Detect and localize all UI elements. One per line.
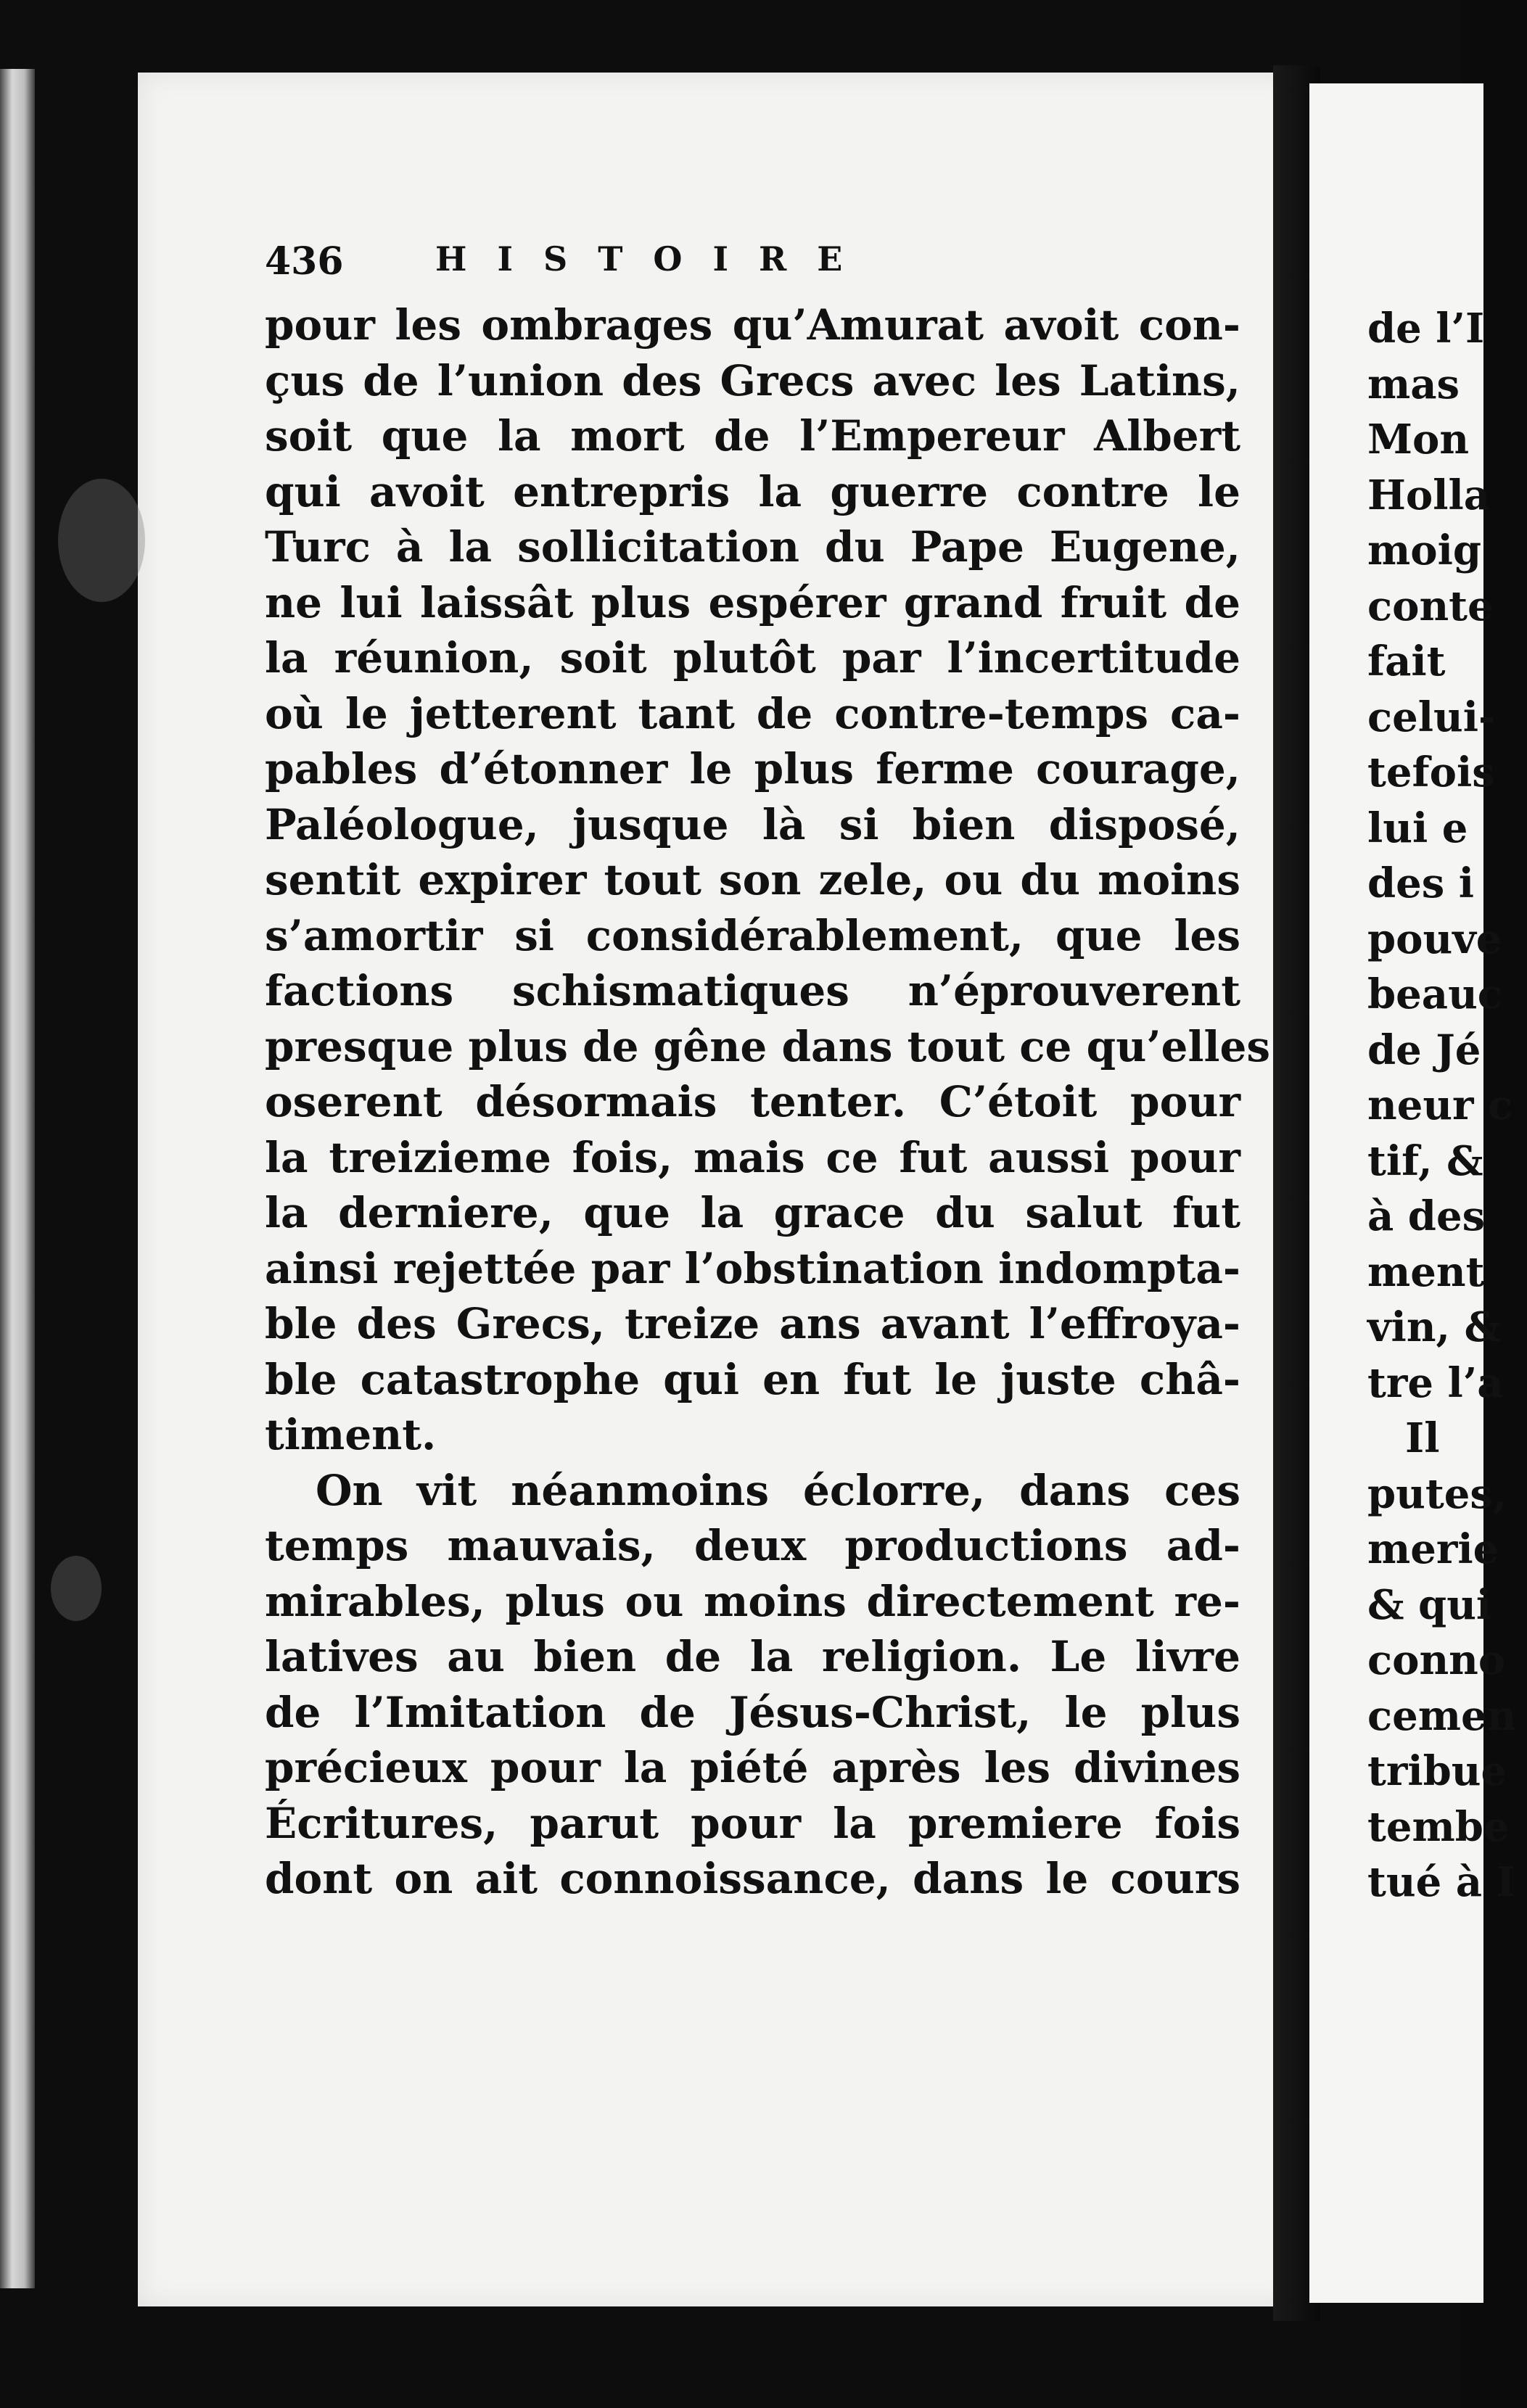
text-line: Écritures, parut pour la premiere fois bbox=[265, 1798, 1240, 1848]
text-line: de l’Imitation de Jésus-Christ, le plus bbox=[265, 1687, 1240, 1737]
text-line: s’amortir si considérablement, que les bbox=[265, 910, 1240, 960]
facing-line: putes, bbox=[1367, 1469, 1507, 1518]
facing-line: Holla bbox=[1367, 471, 1491, 519]
facing-line: tembe bbox=[1367, 1802, 1510, 1851]
facing-page-text bbox=[1367, 301, 1527, 1910]
facing-line: conno bbox=[1367, 1636, 1506, 1684]
text-line: la derniere, que la grace du salut fut bbox=[265, 1188, 1240, 1237]
stain-mark bbox=[51, 1556, 102, 1621]
text-line: ble catastrophe qui en fut le juste châ- bbox=[265, 1354, 1240, 1404]
text-line: Turc à la sollicitation du Pape Eugene, bbox=[265, 522, 1240, 572]
facing-line: à des bbox=[1367, 1192, 1486, 1240]
facing-line: tué à I bbox=[1367, 1858, 1515, 1906]
text-line: oserent désormais tenter. C’étoit pour bbox=[265, 1077, 1240, 1126]
right-page-edge bbox=[1309, 83, 1517, 2303]
text-line: Paléologue, jusque là si bien disposé, bbox=[265, 799, 1240, 849]
running-head bbox=[265, 239, 1240, 297]
running-title: HISTOIRE bbox=[435, 239, 873, 279]
text-line: On vit néanmoins éclorre, dans ces bbox=[316, 1465, 1240, 1515]
text-line: ne lui laissât plus espérer grand fruit de bbox=[265, 577, 1240, 627]
text-line: timent. bbox=[265, 1410, 437, 1459]
stain-mark bbox=[58, 479, 145, 602]
facing-line: merie bbox=[1367, 1525, 1499, 1573]
text-line: qui avoit entrepris la guerre contre le bbox=[265, 466, 1240, 516]
text-line: temps mauvais, deux productions ad- bbox=[265, 1521, 1240, 1570]
text-line: soit que la mort de l’Empereur Albert bbox=[265, 411, 1240, 461]
facing-line: de Jé bbox=[1367, 1026, 1481, 1074]
facing-line: pouve bbox=[1367, 915, 1502, 963]
facing-line: celui- bbox=[1367, 693, 1496, 741]
text-line: ble des Grecs, treize ans avant l’effroya- bbox=[265, 1299, 1240, 1348]
text-line: mirables, plus ou moins directement re- bbox=[265, 1576, 1240, 1626]
text-line: dont on ait connoissance, dans le cours bbox=[265, 1854, 1240, 1903]
text-line: sentit expirer tout son zele, ou du moins bbox=[265, 855, 1240, 904]
text-line: la réunion, soit plutôt par l’incertitude bbox=[265, 633, 1240, 683]
text-line: pables d’étonner le plus ferme courage, bbox=[265, 744, 1240, 793]
facing-line: Il bbox=[1405, 1414, 1440, 1462]
text-line: presque plus de gêne dans tout ce qu’elles bbox=[265, 1021, 1271, 1071]
text-line: pour les ombrages qu’Amurat avoit con- bbox=[265, 300, 1240, 350]
text-line: factions schismatiques n’éprouverent bbox=[265, 966, 1240, 1015]
facing-line: neur c bbox=[1367, 1081, 1513, 1129]
facing-line: tribue bbox=[1367, 1747, 1507, 1795]
page-number: 436 bbox=[265, 239, 344, 284]
facing-line: de l’I bbox=[1367, 305, 1485, 352]
facing-line: vin, & bbox=[1367, 1303, 1502, 1351]
text-line: où le jetterent tant de contre-temps ca- bbox=[265, 688, 1240, 738]
facing-line: ment bbox=[1367, 1248, 1485, 1296]
text-line: précieux pour la piété après les divines bbox=[265, 1743, 1240, 1792]
facing-line: Mon bbox=[1367, 416, 1470, 463]
facing-line: conte bbox=[1367, 582, 1494, 630]
facing-line: tif, & bbox=[1367, 1137, 1483, 1185]
page-text-block bbox=[265, 239, 1271, 1907]
previous-page-edge bbox=[0, 69, 35, 2288]
facing-line: des i bbox=[1367, 859, 1475, 907]
facing-line: lui e bbox=[1367, 804, 1468, 852]
facing-line: tre l’a bbox=[1367, 1358, 1504, 1407]
facing-line: fait bbox=[1367, 638, 1446, 685]
facing-line: beauc bbox=[1367, 970, 1502, 1018]
text-line: çus de l’union des Grecs avec les Latins, bbox=[265, 355, 1240, 405]
facing-line: cemen bbox=[1367, 1691, 1517, 1740]
text-line: la treizieme fois, mais ce fut aussi pour bbox=[265, 1132, 1240, 1182]
facing-line: tefois bbox=[1367, 749, 1495, 796]
text-line: latives au bien de la religion. Le livre bbox=[265, 1632, 1240, 1681]
facing-line: mas bbox=[1367, 360, 1460, 408]
facing-line: moig bbox=[1367, 527, 1482, 574]
facing-line: & qui bbox=[1367, 1580, 1492, 1629]
text-line: ainsi rejettée par l’obstination indompta- bbox=[265, 1243, 1240, 1293]
